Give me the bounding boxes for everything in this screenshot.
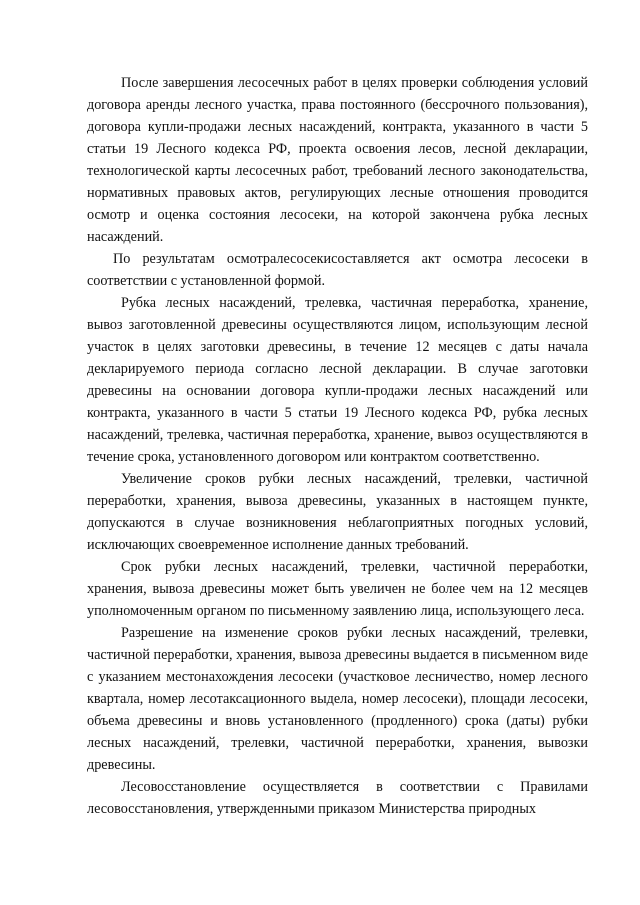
document-page [87,72,588,820]
paragraph-term-extension: Увеличение сроков рубки лесных насаждений, трелевки, частичной переработки, хранения, вывоза древесины, указанных в настоящем пункте, допускаются в случае возникновения неблагоприятных погодных условий, исключающих своевременное исполнение данных требований. [87,471,588,553]
paragraph-extension-permit: Разрешение на изменение сроков рубки лесных насаждений, трелевки, частичной переработки, хранения, вывоза древесины выдается в письменном виде с указанием местонахождения лесосеки (участковое лесничество, номер лесного квартала, номер лесотаксационного выдела, номер лесосеки), площади лесосеки, объема древесины и вновь установленного (продленного) срока (даты) рубки лесных насаждений, трелевки, частичной переработки, хранения, вывозки древесины. [87,625,588,773]
paragraph-reforestation: Лесовосстановление осуществляется в соответствии с Правилами лесовосстановления, утвержденными приказом Министерства природных [87,779,588,817]
paragraph-felling-terms: Рубка лесных насаждений, трелевка, частичная переработка, хранение, вывоз заготовленной древесины осуществляются лицом, использующим лесной участок в целях заготовки древесины, в течение 12 месяцев с даты начала декларируемого периода согласно лесной декларации. В случае заготовки древесины на основании договора купли-продажи лесных насаждений или контракта, указанного в части 5 статьи 19 Лесного кодекса РФ, рубка лесных насаждений, трелевка, частичная переработка, хранение, вывоз осуществляются в течение срока, установленного договором или контрактом соответственно. [87,295,588,465]
paragraph-inspection: После завершения лесосечных работ в целях проверки соблюдения условий договора аренды лесного участка, права постоянного (бессрочного пользования), договора купли-продажи лесных насаждений, контракта, указанного в части 5 статьи 19 Лесного кодекса РФ, проекта освоения лесов, лесной декларации, технологической карты лесосечных работ, требований лесного законодательства, нормативных правовых актов, регулирующих лесные отношения проводится осмотр и оценка состояния лесосеки, на которой закончена рубка лесных насаждений. [87,75,588,245]
paragraph-extension-limit: Срок рубки лесных насаждений, трелевки, частичной переработки, хранения, вывоза древесины может быть увеличен не более чем на 12 месяцев уполномоченным органом по письменному заявлению лица, использующего леса. [87,559,588,619]
paragraph-inspection-act: По результатам осмотралесосекисоставляется акт осмотра лесосеки в соответствии с установленной формой. [87,251,588,289]
